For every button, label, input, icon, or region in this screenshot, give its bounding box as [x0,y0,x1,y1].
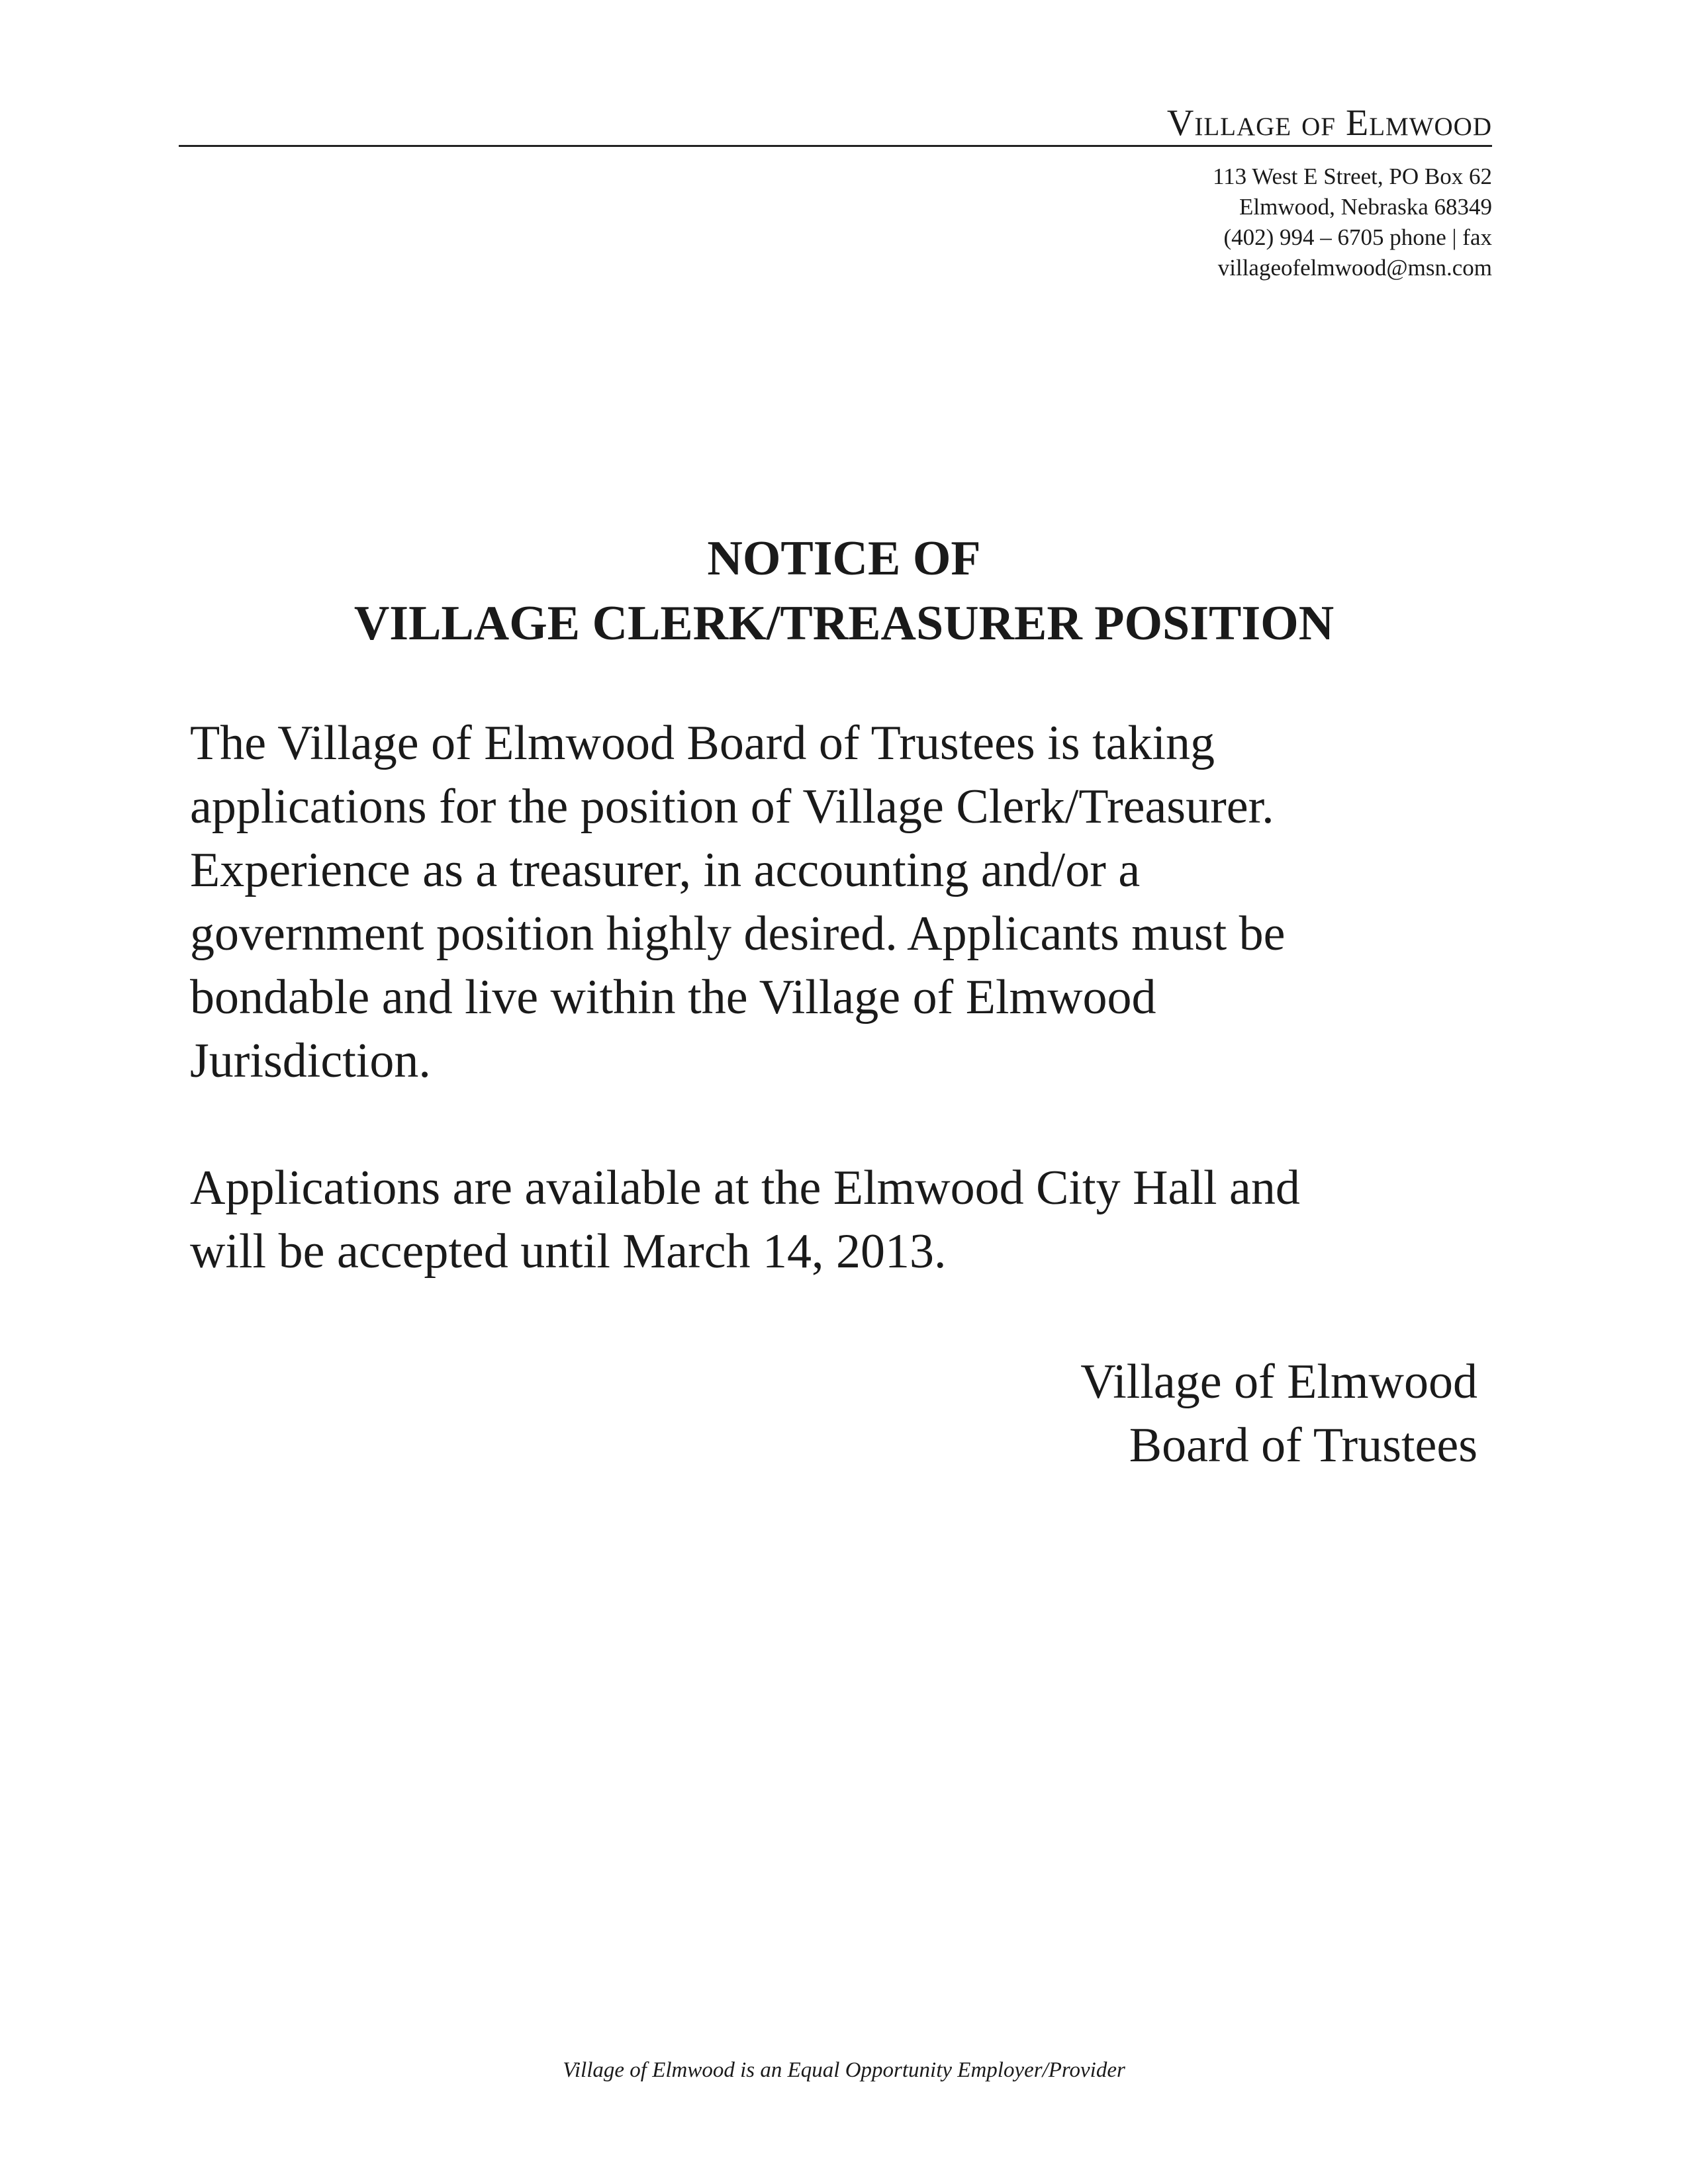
signature-block [1080,1350,1477,1477]
heading-line-2: VILLAGE CLERK/TREASURER POSITION [353,596,1335,651]
paragraph-line: The Village of Elmwood Board of Trustees is taking [190,716,1215,770]
signature-line-1: Village of Elmwood [1080,1355,1477,1409]
paragraph-description [190,711,1514,1093]
signature-line-2: Board of Trustees [1129,1418,1477,1473]
notice-body [190,711,1514,1283]
paragraph-line: will be accepted until March 14, 2013. [190,1224,947,1279]
paragraph-line: Jurisdiction. [190,1034,431,1088]
paragraph-line: bondable and live within the Village of Elmwood [190,970,1156,1024]
address-street: 113 West E Street, PO Box 62 [1212,163,1492,189]
paragraph-line: Experience as a treasurer, in accounting and/or a [190,843,1141,897]
equal-opportunity-footer: Village of Elmwood is an Equal Opportunity Employer/Provider [563,2058,1125,2082]
paragraph-deadline [190,1156,1514,1283]
paragraph-line: government position highly desired. Applicants must be [190,907,1286,961]
heading-line-1: NOTICE OF [707,531,981,586]
letterhead-title: Village of Elmwood [1166,103,1492,144]
paragraph-line: applications for the position of Village Clerk/Treasurer. [190,780,1274,834]
address-city: Elmwood, Nebraska 68349 [1239,194,1492,220]
address-email: villageofelmwood@msn.com [1217,255,1492,281]
letterhead-divider [179,145,1492,147]
address-phone: (402) 994 – 6705 phone | fax [1223,224,1492,250]
notice-heading [0,526,1688,656]
paragraph-line: Applications are available at the Elmwood City Hall and [190,1161,1300,1215]
address-block [1213,161,1492,283]
